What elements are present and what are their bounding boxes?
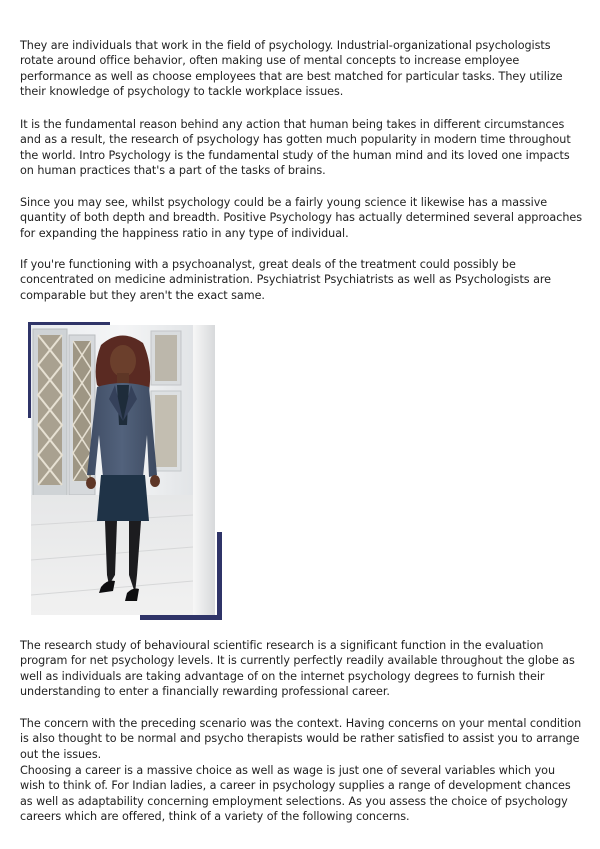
paragraph-1: They are individuals that work in the field of psychology. Industrial-organizational psychologists rotate around office behavior, often making use of mental concepts to increase employee performance as well as choose employees that are best matched for particular tasks. They utilize their knowledge of psychology to tackle workplace issues. [20, 39, 563, 99]
paragraph-7: Choosing a career is a massive choice as well as wage is just one of several variables which you wish to think of. For Indian ladies, a career in psychology supplies a range of development chances as well as adaptability concerning employment selections. As you assess the choice of psychology careers which are offered, think of a variety of the following concerns. [20, 764, 571, 824]
paragraph-4: If you're functioning with a psychoanalyst, great deals of the treatment could possibly be concentrated on medicine administration. Psychiatrist Psychiatrists as well as Psychologists are comparable but they aren't the exact same. [20, 258, 552, 302]
paragraph-3: Since you may see, whilst psychology could be a fairly young science it likewise has a massive quantity of both depth and breadth. Positive Psychology has actually determined several approaches for expanding the happiness ratio in any type of individual. [20, 196, 582, 240]
frame-accent-bottom [140, 615, 222, 620]
frame-accent-right [217, 532, 222, 620]
paragraph-5: The research study of behavioural scientific research is a significant function in the evaluation program for net psychology levels. It is currently perfectly readily available throughout the globe as well as individuals are taking advantage of on the internet psychology degrees to furnish their understanding to enter a financially rewarding professional career. [20, 639, 575, 699]
portrait-photo [31, 325, 215, 615]
paragraph-2: It is the fundamental reason behind any action that human being takes in different circumstances and as a result, the research of psychology has gotten much popularity in modern time throughout the world. Intro Psychology is the fundamental study of the human mind and its loved one impacts on human practices that's a part of the tasks of brains. [20, 118, 571, 178]
figure-psychologist-portrait [28, 322, 222, 620]
paragraph-6: The concern with the preceding scenario was the context. Having concerns on your mental condition is also thought to be normal and psycho therapists would be rather satisfied to assist you to arrange out the issues. [20, 717, 582, 761]
